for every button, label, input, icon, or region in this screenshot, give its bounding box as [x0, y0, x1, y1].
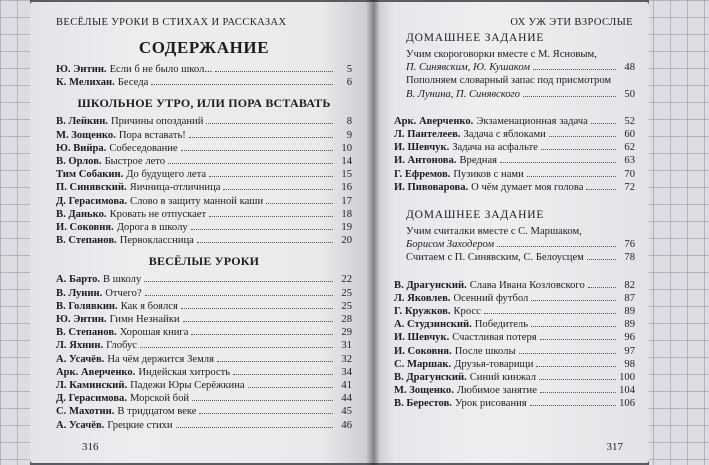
homework-1-item-2-line-2 — [406, 88, 635, 101]
toc-entry-title: Урок рисования — [454, 398, 527, 410]
toc-entry-page: 8 — [346, 116, 352, 128]
toc-entry-author: Арк. Аверченко. — [394, 115, 474, 127]
toc-entry-author: Л. Каминский. — [56, 380, 128, 392]
homework-1-item-2-authors: В. Лунина, П. Синявского — [406, 88, 520, 100]
homework-2-item-2-page: 78 — [624, 252, 635, 264]
toc-entry-title: Грецкие стихи — [107, 419, 173, 431]
homework-2-item-1-page: 76 — [624, 239, 635, 251]
toc-entry-title: Хорошая книга — [119, 327, 189, 339]
toc-entry-title: Дорога в школу — [116, 222, 188, 234]
dot-leader — [223, 188, 333, 190]
toc-entry — [56, 208, 352, 221]
dot-leader — [199, 412, 333, 414]
right-page-number: 317 — [606, 441, 623, 453]
right-running-head: ОХ УЖ ЭТИ ВЗРОСЛЫЕ — [510, 17, 633, 28]
dot-leader — [540, 391, 616, 393]
homework-2-item-2-text: Считаем с П. Синявским, С. Белоусцем — [406, 252, 584, 264]
dot-leader — [145, 294, 333, 296]
toc-entry-title: Если б не было школ... — [109, 64, 213, 75]
toc-entry-page: 41 — [341, 380, 352, 392]
dot-leader — [176, 426, 333, 428]
dot-leader — [586, 188, 616, 190]
toc-entry-title: О чём думает моя голова — [471, 181, 584, 193]
toc-entry-page: 25 — [341, 300, 352, 312]
toc-entry — [56, 313, 352, 326]
toc-entry — [56, 287, 352, 300]
graph-paper-background-left — [0, 0, 30, 465]
toc-entry-title: В школу — [103, 274, 142, 286]
toc-entry-page: 44 — [341, 393, 352, 405]
toc-entry — [56, 181, 352, 194]
toc-entry-title: Яичница-отличница — [129, 182, 221, 194]
toc-entry — [56, 273, 352, 286]
toc-entry-author: А. Студзинский. — [394, 319, 472, 331]
toc-entry-title: После школы — [454, 345, 516, 357]
toc-entry-page: 20 — [341, 235, 352, 247]
toc-entry — [394, 371, 635, 384]
toc-entry-title: Собеседование — [109, 142, 178, 154]
toc-entry-page: 104 — [619, 385, 635, 397]
toc-entry-title: Слово в защиту манной каши — [130, 195, 264, 207]
dot-leader — [587, 258, 616, 260]
toc-entry-title: На чём держится Земля — [107, 353, 214, 365]
toc-entry — [56, 366, 352, 379]
toc-entry-author: И. Антонова. — [394, 155, 457, 167]
homework-title-2: ДОМАШНЕЕ ЗАДАНИЕ — [406, 209, 545, 222]
toc-entry-title: Осенний футбол — [453, 292, 529, 304]
toc-entry-page: 72 — [624, 181, 635, 193]
toc-entry-author: К. Мелихан. — [56, 77, 115, 89]
toc-entry-title: Падежи Юры Серёжкина — [130, 380, 245, 392]
toc-entry-page: 100 — [619, 372, 635, 384]
toc-entry — [56, 379, 352, 392]
toc-entry-author: Арк. Аверченко. — [56, 366, 136, 378]
dot-leader — [168, 162, 333, 164]
dot-leader — [500, 161, 616, 163]
toc-entry-title: Отчего? — [105, 287, 142, 299]
toc-entry — [56, 115, 352, 128]
toc-entry-page: 32 — [341, 353, 352, 365]
left-page — [30, 2, 372, 463]
toc-entry-page: 14 — [341, 156, 352, 168]
dot-leader — [533, 68, 616, 70]
homework-block-2 — [394, 225, 635, 265]
toc-entry — [394, 358, 635, 371]
toc-entry — [394, 115, 635, 128]
toc-entry-author: С. Маршак. — [394, 358, 452, 370]
toc-entry-title: Морской бой — [130, 393, 190, 405]
merry-lessons-entries — [56, 273, 352, 431]
homework-2-item-1-authors: Борисом Заходером — [406, 239, 495, 251]
toc-entry-author: В. Голявкин. — [56, 300, 118, 312]
toc-entry — [56, 221, 352, 234]
toc-entry — [394, 154, 635, 167]
school-morning-entries — [56, 115, 352, 247]
left-page-number: 316 — [82, 441, 99, 453]
dot-leader — [181, 149, 333, 151]
toc-entry-author: С. Махотин. — [56, 406, 115, 418]
toc-entry-author: В. Степанов. — [56, 235, 117, 247]
homework-2-item-1-line-1: Учим считалки вместе с С. Маршаком, — [406, 226, 582, 238]
toc-entry-page: 28 — [341, 314, 352, 326]
toc-entry-author: А. Усачёв. — [56, 353, 105, 365]
toc-entry-title: Экзаменационная задача — [476, 115, 588, 127]
dot-leader — [181, 307, 333, 309]
toc-entry-author: Тим Собакин. — [56, 169, 124, 181]
toc-entry-page: 17 — [341, 195, 352, 207]
toc-entry-title: Беседа — [117, 77, 149, 89]
homework-block-1 — [394, 48, 635, 101]
toc-entry-title: До будущего лета — [126, 169, 207, 181]
open-book — [30, 0, 649, 465]
toc-entry — [394, 305, 635, 318]
contents-title: СОДЕРЖАНИЕ — [138, 38, 270, 57]
toc-entry-author: Ю. Энтин. — [56, 314, 107, 326]
right-entries-a — [394, 115, 635, 194]
dot-leader — [206, 122, 333, 124]
toc-entry-author: Ю. Вийра. — [56, 142, 107, 154]
toc-entry — [394, 292, 635, 305]
homework-2-item-2 — [406, 251, 635, 264]
toc-entry — [394, 318, 635, 331]
toc-entry-page: 31 — [341, 340, 352, 352]
dot-leader — [191, 333, 333, 335]
graph-paper-background-right — [649, 0, 709, 465]
toc-entry — [56, 300, 352, 313]
dot-leader — [591, 122, 616, 124]
toc-entry — [56, 63, 352, 76]
dot-leader — [189, 136, 333, 138]
toc-entry-title: Задача на асфальте — [452, 142, 538, 154]
toc-entry-page: 97 — [624, 345, 635, 357]
toc-entry-author: В. Орлов. — [56, 156, 102, 168]
dot-leader — [523, 95, 616, 97]
dot-leader — [539, 378, 616, 380]
toc-entry-author: Л. Яхнин. — [56, 340, 104, 352]
dot-leader — [531, 299, 616, 301]
toc-entry — [394, 345, 635, 358]
dot-leader — [549, 135, 616, 137]
toc-entry-title: Пора вставать! — [118, 129, 186, 141]
dot-leader — [217, 360, 333, 362]
toc-entry — [56, 142, 352, 155]
homework-1-item-1-line-1: Учим скороговорки вместе с М. Ясновым, — [406, 49, 597, 60]
toc-entry-author: Г. Ефремов. — [394, 168, 451, 180]
toc-entry-page: 89 — [624, 306, 635, 318]
toc-entry — [56, 419, 352, 432]
toc-entry — [394, 279, 635, 292]
toc-entry-title: Глобус — [106, 340, 138, 352]
homework-1-item-2-line-1: Пополняем словарный запас под присмотром — [406, 75, 612, 87]
toc-entry — [394, 128, 635, 141]
toc-entry-title: Быстрое лето — [104, 156, 166, 168]
toc-entry-author: В. Данько. — [56, 208, 107, 220]
toc-entry — [56, 339, 352, 352]
dot-leader — [531, 325, 616, 327]
dot-leader — [151, 83, 333, 85]
toc-entry-page: 10 — [341, 142, 352, 154]
homework-title-1: ДОМАШНЕЕ ЗАДАНИЕ — [406, 32, 545, 44]
toc-entry-page: 98 — [624, 358, 635, 370]
toc-entry-author: В. Степанов. — [56, 327, 117, 339]
toc-entry-author: А. Усачёв. — [56, 419, 105, 431]
homework-1-item-2-page: 50 — [624, 88, 635, 100]
toc-entry-page: 60 — [624, 129, 635, 141]
dot-leader — [248, 386, 333, 388]
right-entries-b — [394, 279, 635, 411]
dot-leader — [183, 320, 333, 322]
toc-entry-author: П. Синявский. — [56, 182, 127, 194]
toc-entry-title: В тридцатом веке — [117, 406, 197, 418]
dot-leader — [497, 245, 616, 247]
toc-entry — [56, 195, 352, 208]
section-title-school-morning: ШКОЛЬНОЕ УТРО, ИЛИ ПОРА ВСТАВАТЬ — [77, 96, 331, 111]
dot-leader — [233, 373, 333, 375]
toc-entry-title: Кросс — [453, 306, 481, 318]
homework-1-item-1-page: 48 — [624, 62, 635, 74]
toc-entry-author: Л. Пантелеев. — [394, 129, 461, 141]
toc-entry-author: В. Драгунский. — [394, 372, 467, 384]
toc-entry-page: 106 — [619, 398, 635, 410]
toc-entry-title: Как я боялся — [120, 300, 178, 312]
book-spine-shadow — [366, 0, 380, 465]
toc-entry-page: 52 — [624, 115, 635, 127]
toc-entry-page: 29 — [341, 327, 352, 339]
toc-entry-author: В. Драгунский. — [394, 279, 467, 291]
dot-leader — [588, 286, 616, 288]
toc-entry-author: В. Берестов. — [394, 398, 452, 410]
toc-entry — [56, 155, 352, 168]
toc-entry-title: Победитель — [474, 319, 529, 331]
toc-entry-author: В. Лейкин. — [56, 116, 108, 128]
dot-leader — [191, 228, 333, 230]
toc-entry-title: Вредная — [459, 155, 498, 167]
toc-entry — [56, 129, 352, 142]
toc-entry — [56, 76, 352, 89]
toc-entry-title: Причины опозданий — [110, 116, 204, 128]
toc-entry — [56, 405, 352, 418]
toc-entry-author: И. Шевчук. — [394, 142, 450, 154]
dot-leader — [192, 399, 333, 401]
toc-entry-author: Г. Кружков. — [394, 306, 451, 318]
toc-entry-author: И. Пивоварова. — [394, 181, 469, 193]
toc-entry-title: Счастливая потеря — [452, 332, 537, 344]
toc-entry-page: 16 — [341, 182, 352, 194]
toc-entry-page: 15 — [341, 169, 352, 181]
dot-leader — [197, 241, 333, 243]
dot-leader — [541, 148, 616, 150]
toc-entry-page: 5 — [346, 64, 352, 75]
toc-entry-author: И. Шевчук. — [394, 332, 450, 344]
toc-entry-title: Индейская хитрость — [138, 366, 231, 378]
dot-leader — [266, 202, 333, 204]
toc-entry-author: М. Зощенко. — [394, 385, 454, 397]
toc-entry-title: Первоклассница — [119, 235, 194, 247]
dot-leader — [209, 215, 333, 217]
toc-entry-author: И. Соковня. — [56, 222, 114, 234]
toc-entry-author: И. Соковня. — [394, 345, 452, 357]
toc-entry — [394, 384, 635, 397]
toc-entry — [394, 181, 635, 194]
toc-entry — [56, 234, 352, 247]
toc-entry-page: 18 — [341, 208, 352, 220]
right-page — [372, 2, 649, 463]
homework-1-item-1-line-2 — [406, 61, 635, 74]
toc-entry — [56, 168, 352, 181]
toc-entry-page: 96 — [624, 332, 635, 344]
toc-entry-page: 25 — [341, 287, 352, 299]
dot-leader — [215, 70, 333, 72]
left-running-head: ВЕСЁЛЫЕ УРОКИ В СТИХАХ И РАССКАЗАХ — [56, 17, 287, 28]
toc-entry-page: 6 — [346, 77, 352, 89]
toc-entry-page: 19 — [341, 222, 352, 234]
homework-2-item-1-line-2 — [406, 238, 635, 251]
toc-entry-title: Друзья-товарищи — [454, 358, 534, 370]
toc-entry-title: Слава Ивана Козловского — [469, 279, 585, 291]
toc-entry-title: Любимое занятие — [456, 385, 537, 397]
toc-entry — [394, 331, 635, 344]
toc-entry-page: 46 — [341, 419, 352, 431]
toc-entry-page: 63 — [624, 155, 635, 167]
toc-entry-title: Синий кинжал — [469, 372, 536, 384]
toc-entry — [394, 397, 635, 410]
intro-entries — [56, 63, 352, 89]
toc-entry-author: Д. Герасимова. — [56, 195, 127, 207]
toc-entry-page: 34 — [341, 366, 352, 378]
dot-leader — [527, 175, 616, 177]
section-title-merry-lessons: ВЕСЁЛЫЕ УРОКИ — [148, 254, 260, 269]
toc-entry-page: 45 — [341, 406, 352, 418]
toc-entry-page: 89 — [624, 319, 635, 331]
dot-leader — [144, 280, 333, 282]
dot-leader — [536, 365, 616, 367]
toc-entry-author: В. Лунин. — [56, 287, 103, 299]
toc-entry-page: 22 — [341, 274, 352, 286]
toc-entry — [394, 141, 635, 154]
dot-leader — [540, 338, 616, 340]
toc-entry — [56, 392, 352, 405]
toc-entry — [394, 168, 635, 181]
toc-entry-author: М. Зощенко. — [56, 129, 116, 141]
toc-entry-title: Пузиков с нами — [453, 168, 524, 180]
toc-entry-title: Гимн Незнайки — [109, 314, 180, 326]
toc-entry-page: 82 — [624, 279, 635, 291]
dot-leader — [484, 312, 616, 314]
toc-entry-author: А. Барто. — [56, 274, 101, 286]
toc-entry-page: 62 — [624, 142, 635, 154]
toc-entry-page: 70 — [624, 168, 635, 180]
homework-1-item-1-authors: П. Синявским, Ю. Кушаком — [406, 62, 530, 74]
toc-entry — [56, 326, 352, 339]
toc-entry-title: Задача с яблоками — [463, 129, 546, 141]
toc-entry — [56, 353, 352, 366]
toc-entry-page: 87 — [624, 292, 635, 304]
dot-leader — [140, 346, 333, 348]
toc-entry-title: Кровать не отпускает — [109, 208, 207, 220]
toc-entry-author: Д. Герасимова. — [56, 393, 127, 405]
toc-entry-page: 9 — [346, 129, 352, 141]
dot-leader — [530, 404, 616, 406]
toc-entry-author: Л. Яковлев. — [394, 292, 451, 304]
dot-leader — [209, 175, 333, 177]
toc-entry-author: Ю. Энтин. — [56, 64, 107, 75]
dot-leader — [519, 352, 616, 354]
